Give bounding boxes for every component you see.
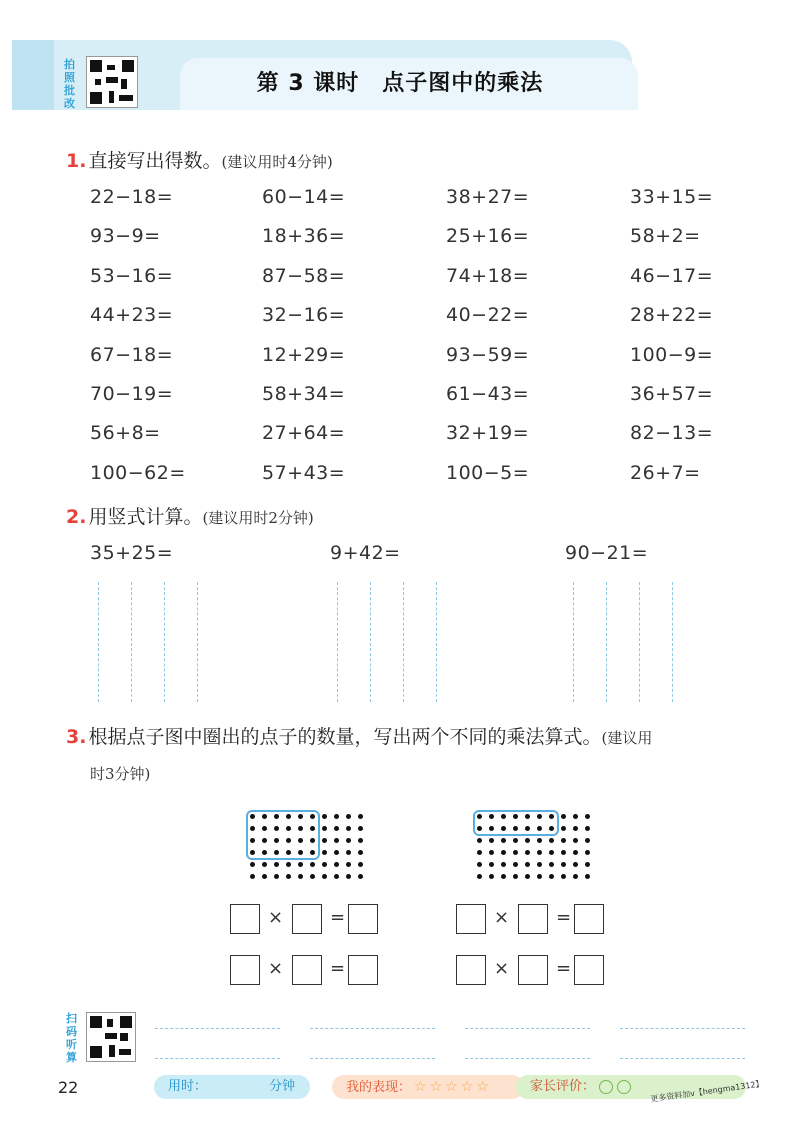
dot [537,838,542,843]
work-area-line [131,582,132,702]
dot [513,838,518,843]
work-area-line [639,582,640,702]
arithmetic-question: 32−16= [262,304,346,326]
work-area-line [370,582,371,702]
section2-hint: (建议用时2分钟) [202,509,314,527]
dot [561,826,566,831]
star-icon[interactable]: ☆ [460,1079,474,1095]
dot [334,874,339,879]
dot [585,862,590,867]
answer-box[interactable] [574,955,604,985]
answer-box[interactable] [230,955,260,985]
time-pill [154,1075,310,1099]
dot [358,850,363,855]
answer-box[interactable] [574,904,604,934]
dot [585,814,590,819]
answer-line [155,1058,280,1059]
section1-number: 1. [66,150,87,172]
section2-title [66,502,314,529]
dot [525,862,530,867]
dot [262,874,267,879]
dot [274,862,279,867]
dot [573,862,578,867]
arithmetic-question: 58+34= [262,383,346,405]
answer-box[interactable] [348,955,378,985]
dot [585,850,590,855]
dot [250,874,255,879]
dot [346,814,351,819]
dot [334,838,339,843]
dot [262,862,267,867]
dot [501,838,506,843]
work-area-line [197,582,198,702]
arithmetic-question: 70−19= [90,383,174,405]
dot [322,874,327,879]
dot [334,862,339,867]
arithmetic-question: 38+27= [446,186,530,208]
qr-code-icon[interactable] [86,1012,136,1062]
arithmetic-question: 32+19= [446,422,530,444]
arithmetic-question: 100−9= [630,344,714,366]
dot [346,862,351,867]
performance-label: 我的表现： [346,1080,412,1095]
dot [286,874,291,879]
arithmetic-question: 57+43= [262,462,346,484]
arithmetic-question: 33+15= [630,186,714,208]
work-area-line [403,582,404,702]
dot [322,826,327,831]
answer-line [310,1028,435,1029]
section3-title-cont [90,762,150,784]
vertical-problem: 90−21= [565,542,649,564]
answer-box[interactable] [518,904,548,934]
answer-box[interactable] [518,955,548,985]
dot [346,826,351,831]
section1-label: 直接写出得数。 [88,150,222,172]
dot [346,874,351,879]
work-area-line [672,582,673,702]
arithmetic-question: 100−62= [90,462,186,484]
dot [286,862,291,867]
arithmetic-question: 87−58= [262,265,346,287]
answer-line [620,1058,745,1059]
dot [298,862,303,867]
dot [358,838,363,843]
equals-sign: = [330,958,346,979]
dot [489,874,494,879]
star-icon[interactable]: ☆ [445,1079,458,1095]
arithmetic-question: 93−9= [90,225,161,247]
star-icon[interactable]: ☆ [429,1079,443,1095]
work-area-line [164,582,165,702]
dot [549,862,554,867]
dot [346,850,351,855]
dot [585,826,590,831]
dot [322,838,327,843]
answer-line [155,1028,280,1029]
star-icon[interactable]: ☆ [414,1079,427,1095]
dot [525,850,530,855]
arithmetic-question: 26+7= [630,462,701,484]
dot [477,862,482,867]
dot [322,862,327,867]
arithmetic-question: 93−59= [446,344,530,366]
dot [501,874,506,879]
dot [549,838,554,843]
dot [513,850,518,855]
page-title: 第 3 课时 点子图中的乘法 [256,71,544,96]
equals-sign: = [556,907,572,928]
answer-line [465,1058,590,1059]
qr-label-bottom: 扫码听算 [66,1012,77,1064]
dot [537,862,542,867]
dot [298,874,303,879]
arithmetic-question: 67−18= [90,344,174,366]
arithmetic-question: 36+57= [630,383,714,405]
dot [573,874,578,879]
dot [537,850,542,855]
dot [537,874,542,879]
dot [489,862,494,867]
dot [561,862,566,867]
watermark: 更多资料加v【hengma1312】 [649,1079,765,1104]
dot [501,850,506,855]
smiley-face-icon[interactable] [617,1080,631,1094]
section1-title [66,146,333,173]
dot [334,814,339,819]
time-unit: 分钟 [269,1079,296,1094]
section3-number: 3. [66,726,87,748]
arithmetic-question: 56+8= [90,422,161,444]
dot [358,862,363,867]
dot [549,850,554,855]
dot [585,838,590,843]
times-sign: × [268,958,284,979]
work-area-line [436,582,437,702]
dot [513,862,518,867]
dot [501,862,506,867]
performance-pill [332,1075,524,1099]
dot [358,814,363,819]
dot [322,814,327,819]
dot [346,838,351,843]
vertical-problem: 35+25= [90,542,174,564]
time-label: 用时： [168,1079,208,1094]
work-area-line [573,582,574,702]
dot [274,874,279,879]
dot [585,874,590,879]
dot [561,838,566,843]
dot [513,874,518,879]
section3-hint-2: 时3分钟) [90,765,151,783]
dot [322,850,327,855]
arithmetic-question: 82−13= [630,422,714,444]
arithmetic-question: 27+64= [262,422,346,444]
dot [334,826,339,831]
answer-box[interactable] [292,955,322,985]
arithmetic-question: 53−16= [90,265,174,287]
work-area-line [98,582,99,702]
dot [549,874,554,879]
section2-number: 2. [66,506,87,528]
dot [477,850,482,855]
answer-line [465,1028,590,1029]
parent-label: 家长评价： [530,1079,596,1094]
dot [561,874,566,879]
dot [477,874,482,879]
answer-box[interactable] [456,955,486,985]
qr-label-top: 拍照批改 [64,58,75,110]
arithmetic-question: 100−5= [446,462,530,484]
arithmetic-question: 46−17= [630,265,714,287]
arithmetic-question: 18+36= [262,225,346,247]
dot [525,874,530,879]
arithmetic-question: 12+29= [262,344,346,366]
arithmetic-question: 58+2= [630,225,701,247]
arithmetic-question: 40−22= [446,304,530,326]
arithmetic-question: 60−14= [262,186,346,208]
dot [573,814,578,819]
dot [310,862,315,867]
dot [561,850,566,855]
times-sign: × [494,907,510,928]
arithmetic-question: 25+16= [446,225,530,247]
dot [489,850,494,855]
answer-box[interactable] [456,904,486,934]
section3-hint-1: (建议用 [601,729,653,747]
arithmetic-question: 22−18= [90,186,174,208]
answer-box[interactable] [292,904,322,934]
dot [358,874,363,879]
smiley-face-icon[interactable] [599,1080,613,1094]
dot [561,814,566,819]
answer-box[interactable] [230,904,260,934]
equals-sign: = [556,958,572,979]
work-area-line [606,582,607,702]
times-sign: × [268,907,284,928]
arithmetic-question: 28+22= [630,304,714,326]
section3-label: 根据点子图中圈出的点子的数量，写出两个不同的乘法算式。 [88,726,602,748]
section3-title [66,722,766,749]
equals-sign: = [330,907,346,928]
arithmetic-question: 44+23= [90,304,174,326]
arithmetic-question: 61−43= [446,383,530,405]
answer-line [310,1058,435,1059]
section1-hint: (建议用时4分钟) [221,153,333,171]
section2-label: 用竖式计算。 [88,506,203,528]
dot [489,838,494,843]
qr-code-icon[interactable] [86,56,138,108]
dot [573,850,578,855]
dot [477,838,482,843]
dot [573,826,578,831]
arithmetic-question: 74+18= [446,265,530,287]
dot [334,850,339,855]
times-sign: × [494,958,510,979]
dot [250,862,255,867]
work-area-line [337,582,338,702]
dot [358,826,363,831]
page-number: 22 [58,1078,79,1097]
star-icon[interactable]: ☆ [476,1079,489,1095]
circled-dots-left [246,810,320,860]
answer-box[interactable] [348,904,378,934]
circled-dots-right [473,810,559,836]
answer-line [620,1028,745,1029]
dot [310,874,315,879]
dot [525,838,530,843]
vertical-problem: 9+42= [330,542,401,564]
dot [573,838,578,843]
header-left-strip [12,40,54,110]
